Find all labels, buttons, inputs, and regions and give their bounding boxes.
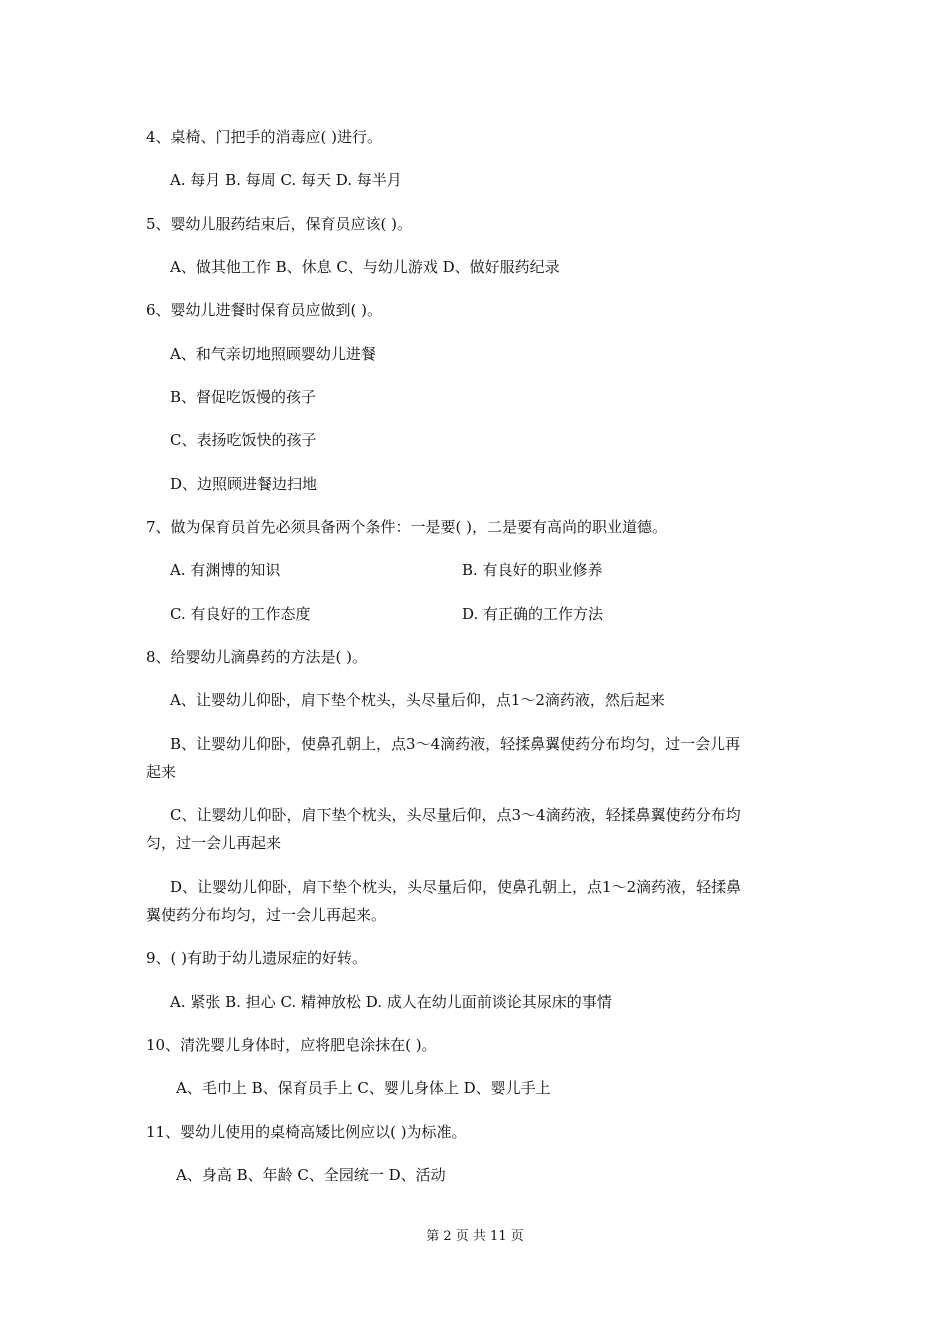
page-footer: 第 2 页 共 11 页	[426, 1229, 524, 1244]
q9-stem: 9、( )有助于幼儿遗尿症的好转。	[146, 949, 368, 967]
q6-option-c: C、表扬吃饭快的孩子	[170, 431, 317, 449]
q4-stem: 4、桌椅、门把手的消毒应( )进行。	[146, 128, 383, 146]
q10-stem: 10、清洗婴儿身体时，应将肥皂涂抹在( )。	[146, 1036, 437, 1054]
q6-option-d: D、边照顾进餐边扫地	[170, 475, 318, 493]
q7-option-c: C. 有良好的工作态度	[170, 605, 311, 623]
q8-option-d-line2: 翼使药分布均匀，过一会儿再起来。	[146, 906, 387, 924]
q8-option-a: A、让婴幼儿仰卧，肩下垫个枕头，头尽量后仰，点1～2滴药液，然后起来	[170, 691, 665, 709]
q4-options: A. 每月 B. 每周 C. 每天 D. 每半月	[170, 171, 402, 189]
q10-options: A、毛巾上 B、保育员手上 C、婴儿身体上 D、婴儿手上	[176, 1079, 551, 1097]
q6-option-a: A、和气亲切地照顾婴幼儿进餐	[170, 345, 376, 363]
q11-options: A、身高 B、年龄 C、全园统一 D、活动	[176, 1166, 446, 1184]
q5-options: A、做其他工作 B、休息 C、与幼儿游戏 D、做好服药纪录	[170, 258, 560, 276]
q8-option-d-line1: D、让婴幼儿仰卧，肩下垫个枕头，头尽量后仰，使鼻孔朝上，点1～2滴药液，轻揉鼻	[170, 878, 742, 896]
q11-stem: 11、婴幼儿使用的桌椅高矮比例应以( )为标准。	[146, 1123, 467, 1141]
q8-stem: 8、给婴幼儿滴鼻药的方法是( )。	[146, 648, 368, 666]
q8-option-b-line1: B、让婴幼儿仰卧，使鼻孔朝上，点3～4滴药液，轻揉鼻翼使药分布均匀，过一会儿再	[170, 735, 741, 753]
q7-option-d: D. 有正确的工作方法	[462, 605, 604, 623]
q7-stem: 7、做为保育员首先必须具备两个条件：一是要( )，二是要有高尚的职业道德。	[146, 518, 668, 536]
q6-stem: 6、婴幼儿进餐时保育员应做到( )。	[146, 301, 383, 319]
q8-option-c-line1: C、让婴幼儿仰卧，肩下垫个枕头，头尽量后仰，点3～4滴药液，轻揉鼻翼使药分布均	[170, 806, 741, 824]
q8-option-c-line2: 匀，过一会儿再起来	[146, 834, 282, 852]
q7-option-b: B. 有良好的职业修养	[462, 561, 603, 579]
q5-stem: 5、婴幼儿服药结束后，保育员应该( )。	[146, 215, 413, 233]
q7-option-a: A. 有渊博的知识	[170, 561, 281, 579]
q9-options: A. 紧张 B. 担心 C. 精神放松 D. 成人在幼儿面前谈论其尿床的事情	[170, 993, 612, 1011]
q6-option-b: B、督促吃饭慢的孩子	[170, 388, 317, 406]
q8-option-b-line2: 起来	[146, 763, 177, 781]
